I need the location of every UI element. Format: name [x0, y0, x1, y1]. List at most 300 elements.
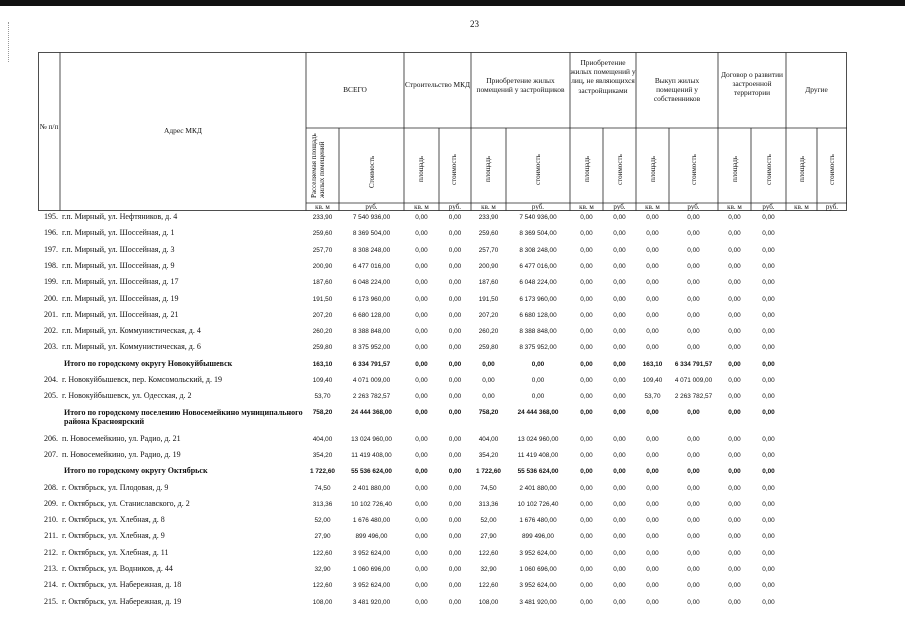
row-value: 0,00	[580, 246, 593, 254]
header-group-other: Другие	[805, 85, 828, 94]
row-address: г.п. Мирный, ул. Шоссейная, д. 21	[62, 309, 179, 319]
row-value: 0,00	[687, 582, 700, 590]
row-value: 0,00	[613, 377, 626, 384]
row-value: 0,00	[415, 500, 428, 508]
row-number: 198.	[44, 260, 58, 270]
row-value: 0,00	[728, 408, 741, 416]
row-value: 0,00	[646, 295, 659, 303]
table-row	[38, 212, 848, 228]
row-address: г. Октябрьск, ул. Набережная, д. 19	[62, 596, 182, 606]
row-value: 187,60	[312, 279, 333, 287]
subheader-total-cost: Стоимость	[368, 155, 376, 188]
row-value: 313,36	[478, 500, 499, 508]
row-value: 8 369 504,00	[519, 230, 557, 238]
row-value: 354,20	[478, 451, 499, 459]
row-value: 0,00	[728, 262, 741, 270]
row-value: 0,00	[762, 533, 775, 541]
row-value: 0,00	[613, 484, 626, 492]
row-number: 203.	[44, 342, 58, 352]
row-value: 0,00	[580, 344, 593, 352]
row-value: 3 481 920,00	[352, 598, 391, 606]
row-value: 0,00	[613, 360, 626, 368]
row-value: 122,60	[312, 549, 333, 557]
row-address: г.п. Мирный, ул. Шоссейная, д. 19	[62, 293, 179, 303]
row-value: 24 444 368,00	[517, 408, 559, 416]
page-number: 23	[470, 19, 479, 29]
row-value: 0,00	[728, 377, 741, 384]
row-value: 0,00	[448, 230, 462, 238]
row-value: 354,20	[312, 451, 333, 459]
row-value: 758,20	[478, 408, 499, 416]
row-address: п. Новосемейкино, ул. Радио, д. 21	[62, 433, 181, 443]
row-value: 0,00	[646, 549, 659, 557]
row-value: 0,00	[646, 500, 659, 508]
row-number: 196.	[44, 228, 58, 238]
row-value: 0,00	[415, 360, 428, 368]
row-value: 0,00	[687, 598, 700, 606]
row-number: 211.	[44, 531, 58, 541]
row-address: г. Октябрьск, ул. Хлебная, д. 8	[62, 515, 165, 525]
row-value: 11 419 408,00	[517, 451, 559, 459]
table-row	[38, 483, 848, 499]
row-value: 0,00	[415, 230, 428, 238]
row-value: 0,00	[580, 533, 593, 541]
subheader-devterr-area: площадь	[731, 156, 739, 182]
row-number: 214.	[44, 580, 58, 590]
row-value: 207,20	[478, 311, 499, 319]
row-value: 6 173 960,00	[352, 295, 391, 303]
row-value: 0,00	[728, 533, 741, 541]
subheader-other-area: площадь	[798, 156, 806, 182]
row-number: 209.	[44, 498, 58, 508]
row-value: 0,00	[687, 408, 700, 416]
row-value: 0,00	[762, 484, 775, 492]
row-value: 0,00	[448, 517, 462, 525]
unit-nondev-cost: руб.	[613, 203, 626, 211]
row-number: 204.	[44, 375, 58, 384]
row-value: 0,00	[687, 549, 700, 557]
row-value: 0,00	[646, 214, 659, 221]
row-value: 899 496,00	[522, 533, 554, 541]
row-value: 109,40	[312, 377, 333, 384]
row-value: 0,00	[687, 311, 700, 319]
row-value: 0,00	[531, 360, 545, 368]
row-value: 4 071 009,00	[352, 377, 391, 384]
row-value: 0,00	[613, 435, 626, 443]
row-value: 0,00	[762, 311, 775, 319]
row-number: 212.	[44, 547, 58, 557]
unit-dev-area: кв. м	[481, 203, 496, 211]
row-value: 8 388 848,00	[519, 328, 557, 336]
row-value: 0,00	[728, 295, 741, 303]
row-value: 0,00	[646, 246, 659, 254]
unit-other-cost: руб.	[825, 203, 839, 211]
row-value: 0,00	[687, 484, 700, 492]
row-value: 163,10	[312, 360, 333, 368]
table-row	[38, 245, 848, 261]
subtotal-label: Итого по городскому округу Октябрьск	[64, 466, 208, 476]
row-value: 8 308 248,00	[519, 246, 557, 254]
row-number: 213.	[44, 564, 58, 573]
row-value: 0,00	[448, 451, 462, 459]
unit-constr-area: кв. м	[414, 203, 429, 211]
row-value: 0,00	[580, 435, 593, 443]
row-value: 0,00	[580, 295, 593, 303]
row-value: 0,00	[580, 468, 593, 476]
row-value: 7 540 936,00	[519, 214, 557, 221]
row-value: 6 477 016,00	[519, 262, 557, 270]
row-number: 210.	[44, 515, 58, 525]
row-value: 0,00	[415, 377, 428, 384]
row-value: 4 071 009,00	[674, 377, 713, 384]
header-group-buyout: Выкуп жилых помещений у собственников	[653, 76, 701, 104]
subheader-constr-cost: стоимость	[450, 154, 458, 185]
row-number: 206.	[44, 433, 58, 443]
row-value: 0,00	[415, 468, 428, 476]
row-value: 259,80	[312, 344, 333, 352]
row-value: 0,00	[646, 435, 659, 443]
row-number: 215.	[44, 596, 58, 606]
row-value: 0,00	[531, 393, 545, 401]
row-value: 404,00	[312, 435, 333, 443]
row-value: 0,00	[613, 549, 626, 557]
row-value: 0,00	[415, 566, 428, 573]
row-value: 0,00	[613, 279, 626, 287]
row-value: 233,90	[312, 214, 333, 221]
row-value: 0,00	[646, 582, 659, 590]
row-value: 0,00	[448, 582, 462, 590]
row-value: 122,60	[312, 582, 333, 590]
row-address: г. Октябрьск, ул. Набережная, д. 18	[62, 580, 182, 590]
table-row	[38, 342, 848, 358]
subheader-dev-cost: стоимость	[534, 154, 542, 185]
row-value: 0,00	[415, 311, 428, 319]
row-value: 0,00	[448, 214, 462, 221]
row-value: 108,00	[312, 598, 333, 606]
row-value: 0,00	[415, 451, 428, 459]
header-group-purchase-nondev: Приобретение жилых помещений у лиц, не являющихся застройщиками	[570, 58, 636, 95]
row-number: 195.	[44, 212, 58, 221]
row-address: г.п. Мирный, ул. Нефтяников, д. 4	[62, 212, 178, 221]
row-value: 0,00	[415, 295, 428, 303]
unit-total-cost: руб.	[365, 203, 378, 211]
row-value: 260,20	[312, 328, 333, 336]
row-address: г.п. Мирный, ул. Шоссейная, д. 17	[62, 277, 179, 287]
row-value: 0,00	[762, 393, 775, 401]
row-value: 0,00	[613, 246, 626, 254]
subtotal-row	[38, 466, 848, 482]
row-value: 0,00	[687, 566, 700, 573]
row-value: 0,00	[646, 328, 659, 336]
row-value: 0,00	[415, 435, 428, 443]
row-value: 0,00	[687, 517, 700, 525]
row-value: 8 369 504,00	[352, 230, 391, 238]
unit-nondev-area: кв. м	[579, 203, 594, 211]
row-value: 2 263 782,57	[674, 393, 713, 401]
row-value: 200,90	[478, 262, 499, 270]
row-value: 0,00	[728, 393, 741, 401]
row-value: 0,00	[762, 451, 775, 459]
row-value: 0,00	[448, 435, 462, 443]
row-address: г.п. Мирный, ул. Шоссейная, д. 9	[62, 260, 175, 270]
unit-dev-cost: руб.	[531, 203, 545, 211]
row-value: 0,00	[762, 435, 775, 443]
table-row	[38, 499, 848, 515]
row-value: 0,00	[448, 549, 462, 557]
row-value: 0,00	[728, 598, 741, 606]
row-value: 0,00	[448, 500, 462, 508]
table-row	[38, 548, 848, 564]
row-value: 191,50	[312, 295, 333, 303]
row-value: 0,00	[646, 468, 659, 476]
table-row	[38, 228, 848, 244]
row-value: 259,60	[312, 230, 333, 238]
row-value: 3 952 624,00	[352, 582, 391, 590]
row-value: 0,00	[687, 328, 700, 336]
row-value: 0,00	[646, 566, 659, 573]
row-value: 0,00	[580, 451, 593, 459]
subtotal-row	[38, 359, 848, 375]
table-row	[38, 261, 848, 277]
row-value: 13 024 960,00	[517, 435, 559, 443]
row-value: 7 540 936,00	[352, 214, 391, 221]
row-value: 0,00	[687, 279, 700, 287]
row-value: 1 060 696,00	[352, 566, 391, 573]
unit-devterr-cost: руб.	[762, 203, 775, 211]
row-value: 1 060 696,00	[519, 566, 557, 573]
row-value: 0,00	[646, 451, 659, 459]
row-value: 0,00	[687, 468, 700, 476]
row-address: г. Октябрьск, ул. Плодовая, д. 9	[62, 482, 169, 492]
row-value: 0,00	[448, 484, 462, 492]
row-value: 27,90	[314, 533, 331, 541]
row-value: 0,00	[728, 328, 741, 336]
row-value: 233,90	[478, 214, 499, 221]
row-value: 0,00	[687, 451, 700, 459]
row-value: 0,00	[448, 377, 462, 384]
row-value: 0,00	[448, 344, 462, 352]
row-value: 0,00	[580, 360, 593, 368]
row-value: 2 401 880,00	[352, 484, 391, 492]
subheader-total-area: Расселяемая площадь жилых помещений	[310, 133, 326, 198]
row-value: 0,00	[762, 408, 775, 416]
row-value: 0,00	[448, 279, 462, 287]
row-value: 0,00	[687, 230, 700, 238]
row-value: 6 680 128,00	[519, 311, 557, 319]
row-value: 0,00	[728, 311, 741, 319]
subheader-nondev-area: площадь	[583, 156, 591, 182]
row-value: 0,00	[613, 451, 626, 459]
row-value: 8 375 952,00	[519, 344, 557, 352]
row-value: 200,90	[312, 262, 333, 270]
table-row	[38, 450, 848, 466]
row-value: 109,40	[642, 377, 663, 384]
row-value: 0,00	[646, 533, 659, 541]
row-value: 0,00	[448, 262, 462, 270]
row-value: 0,00	[448, 246, 462, 254]
row-value: 0,00	[762, 598, 775, 606]
row-value: 0,00	[415, 262, 428, 270]
row-value: 1 722,60	[310, 468, 335, 476]
row-value: 74,50	[480, 484, 497, 492]
row-value: 0,00	[415, 582, 428, 590]
row-value: 52,00	[314, 517, 331, 525]
row-value: 55 536 624,00	[517, 468, 559, 476]
row-value: 0,00	[728, 517, 741, 525]
header-group-purchase-dev: Приобретение жилых помещений у застройщиков	[476, 76, 565, 95]
table-row	[38, 580, 848, 596]
row-value: 0,00	[415, 484, 428, 492]
row-value: 6 048 224,00	[352, 279, 391, 287]
row-value: 0,00	[762, 582, 775, 590]
row-value: 0,00	[762, 214, 775, 221]
row-address: п. Новосемейкино, ул. Радио, д. 19	[62, 449, 181, 459]
row-value: 10 102 726,40	[517, 500, 559, 508]
row-value: 0,00	[415, 328, 428, 336]
row-value: 0,00	[728, 468, 741, 476]
row-value: 108,00	[478, 598, 499, 606]
row-value: 6 173 960,00	[519, 295, 557, 303]
row-value: 0,00	[531, 377, 545, 384]
row-number: 202.	[44, 326, 58, 336]
row-value: 0,00	[613, 533, 626, 541]
row-value: 0,00	[448, 328, 462, 336]
unit-constr-cost: руб.	[448, 203, 462, 211]
row-address: г. Новокуйбышевск, пер. Комсомольский, д. 19	[62, 375, 223, 384]
row-address: г.п. Мирный, ул. Коммунистическая, д. 4	[62, 326, 201, 336]
row-value: 0,00	[646, 230, 659, 238]
row-value: 52,00	[480, 517, 497, 525]
row-value: 1 676 480,00	[352, 517, 391, 525]
row-value: 191,50	[478, 295, 499, 303]
row-number: 200.	[44, 293, 58, 303]
row-value: 0,00	[580, 549, 593, 557]
row-value: 0,00	[687, 295, 700, 303]
table-row	[38, 564, 848, 580]
row-number: 197.	[44, 244, 58, 254]
header-address: Адрес МКД	[164, 126, 202, 135]
subheader-buyout-cost: стоимость	[690, 154, 698, 185]
table-row	[38, 515, 848, 531]
subtotal-label: Итого по городскому поселению Новосемейкино муниципального района Красноярский	[64, 407, 303, 426]
row-value: 0,00	[762, 328, 775, 336]
subheader-constr-area: площадь	[417, 156, 425, 182]
row-value: 0,00	[728, 246, 741, 254]
table-row	[38, 597, 848, 613]
row-value: 0,00	[728, 451, 741, 459]
row-value: 0,00	[687, 246, 700, 254]
row-value: 0,00	[580, 311, 593, 319]
row-value: 0,00	[415, 598, 428, 606]
row-value: 53,70	[644, 393, 661, 401]
row-value: 0,00	[580, 262, 593, 270]
row-value: 0,00	[687, 214, 700, 221]
row-value: 0,00	[448, 393, 462, 401]
row-value: 259,80	[478, 344, 499, 352]
row-value: 260,20	[478, 328, 499, 336]
subtotal-row	[38, 408, 848, 434]
row-number: 199.	[44, 277, 58, 287]
row-value: 8 308 248,00	[352, 246, 391, 254]
row-value: 0,00	[728, 214, 741, 221]
row-address: г. Октябрьск, ул. Хлебная, д. 11	[62, 547, 169, 557]
unit-other-area: кв. м	[794, 203, 809, 211]
row-value: 0,00	[728, 435, 741, 443]
row-value: 0,00	[762, 295, 775, 303]
row-value: 32,90	[314, 566, 331, 573]
table-row	[38, 531, 848, 547]
row-value: 0,00	[580, 393, 593, 401]
header-group-construction: Строительство МКД	[404, 80, 471, 89]
unit-devterr-area: кв. м	[727, 203, 742, 211]
row-number: 208.	[44, 482, 58, 492]
row-value: 0,00	[448, 360, 462, 368]
row-value: 6 334 791,57	[674, 360, 713, 368]
row-value: 0,00	[687, 533, 700, 541]
row-value: 0,00	[448, 295, 462, 303]
row-value: 0,00	[482, 393, 495, 401]
row-value: 0,00	[613, 468, 626, 476]
top-border	[0, 0, 905, 6]
row-value: 0,00	[448, 468, 462, 476]
row-value: 0,00	[728, 279, 741, 287]
table-row	[38, 277, 848, 293]
row-value: 0,00	[580, 214, 593, 221]
row-value: 0,00	[580, 566, 593, 573]
row-value: 257,70	[478, 246, 499, 254]
row-value: 0,00	[646, 517, 659, 525]
unit-total-area: кв. м	[315, 203, 330, 211]
row-value: 0,00	[580, 408, 593, 416]
row-value: 0,00	[762, 262, 775, 270]
subheader-nondev-cost: стоимость	[616, 154, 624, 185]
row-value: 3 481 920,00	[519, 598, 557, 606]
row-value: 257,70	[312, 246, 333, 254]
row-value: 0,00	[646, 484, 659, 492]
subtotal-label: Итого по городскому округу Новокуйбышевск	[64, 358, 233, 368]
row-value: 2 401 880,00	[519, 484, 557, 492]
row-value: 404,00	[478, 435, 499, 443]
row-address: г. Октябрьск, ул. Водников, д. 44	[62, 564, 173, 573]
table-row	[38, 375, 848, 391]
row-value: 0,00	[448, 408, 462, 416]
row-number: 205.	[44, 391, 58, 401]
row-value: 0,00	[580, 279, 593, 287]
row-value: 3 952 624,00	[352, 549, 391, 557]
unit-buyout-cost: руб.	[687, 203, 700, 211]
row-value: 0,00	[415, 344, 428, 352]
table-row	[38, 294, 848, 310]
row-value: 313,36	[312, 500, 333, 508]
row-value: 6 048 224,00	[519, 279, 557, 287]
row-value: 0,00	[580, 582, 593, 590]
row-value: 10 102 726,40	[351, 500, 392, 508]
row-value: 8 388 848,00	[352, 328, 391, 336]
row-value: 1 676 480,00	[519, 517, 557, 525]
row-value: 74,50	[314, 484, 331, 492]
row-value: 0,00	[613, 582, 626, 590]
row-value: 8 375 952,00	[352, 344, 391, 352]
row-value: 0,00	[580, 500, 593, 508]
row-value: 0,00	[613, 566, 626, 573]
row-value: 0,00	[646, 598, 659, 606]
row-value: 758,20	[312, 408, 333, 416]
row-value: 0,00	[687, 435, 700, 443]
row-value: 55 536 624,00	[351, 468, 392, 476]
row-value: 0,00	[415, 533, 428, 541]
row-value: 0,00	[415, 214, 428, 221]
row-value: 2 263 782,57	[352, 393, 391, 401]
